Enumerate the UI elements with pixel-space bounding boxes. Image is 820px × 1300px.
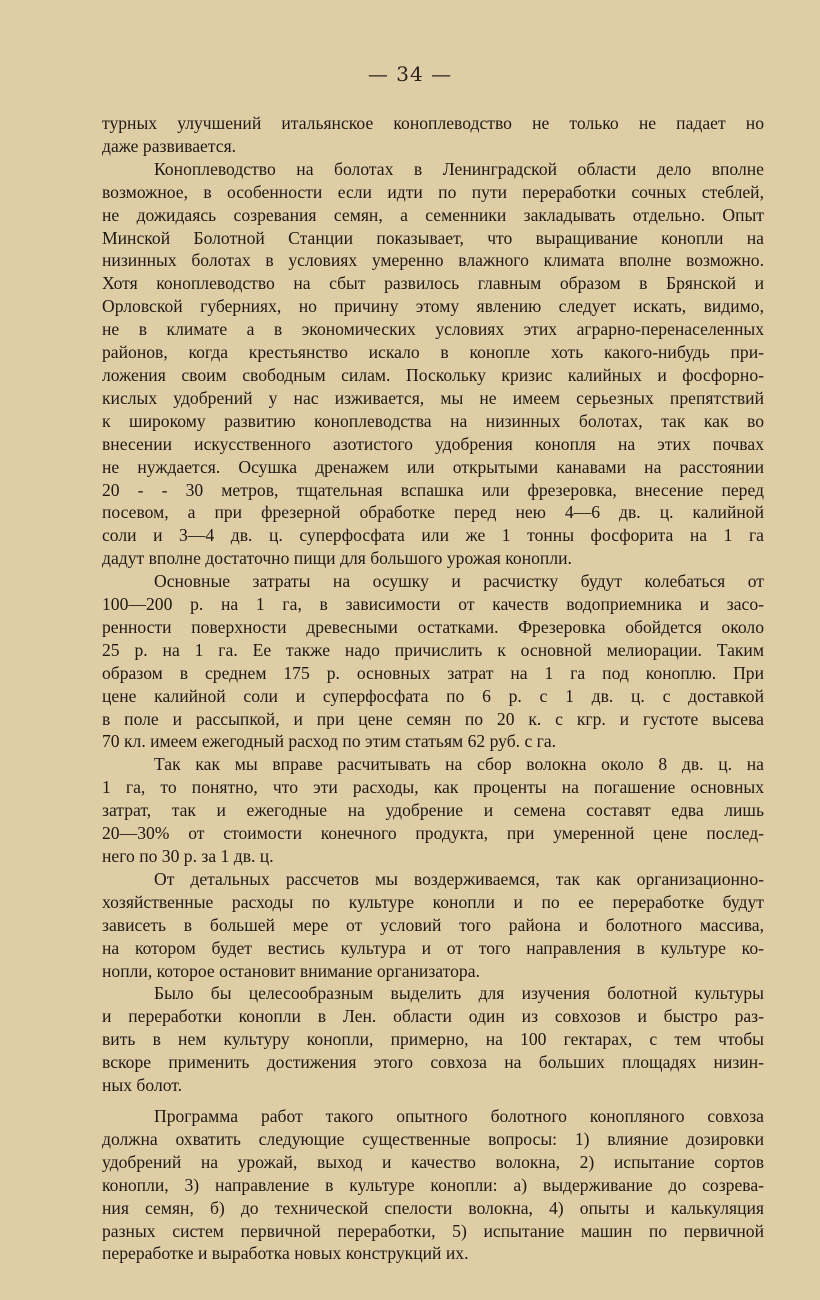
text-line: турных улучшений итальянское коноплеводство не только не падает но (102, 113, 764, 133)
text-line: затрат, так и ежегодные на удобрение и семена составят едва лишь (102, 800, 764, 821)
text-line: кислых удобрений у нас изживается, мы не имеем серьезных препятствий (102, 387, 764, 408)
text-line: на котором будет вестись культура и от того направления в культуре ко- (102, 937, 764, 958)
text-line: хозяйственные расходы по культуре конопли и по ее переработке будут (102, 891, 764, 912)
text-line: Основные затраты на осушку и расчистку будут колебаться от (154, 571, 764, 592)
text-line: дадут вполне достаточно пищи для большого урожая конопли. (102, 548, 572, 569)
paragraph (102, 868, 764, 983)
text-line: возможное, в особенности если идти по пути переработки сочных стеблей, (102, 181, 764, 202)
paragraph (102, 158, 764, 570)
paragraph (102, 570, 764, 753)
text-line: ложения своим свободным силам. Поскольку кризис калийных и фосфорно- (102, 364, 764, 385)
text-line: 100—200 р. на 1 га, в зависимости от качеств водоприемника и засо- (102, 594, 764, 615)
text-line: 70 кл. имеем ежегодный расход по этим статьям 62 руб. с га. (102, 731, 557, 752)
text-line: Коноплеводство на болотах в Ленинградской области дело вполне (154, 158, 764, 179)
text-line: соли и 3—4 дв. ц. суперфосфата или же 1 тонны фосфорита на 1 га (102, 525, 764, 546)
page-number: — 34 — (367, 62, 453, 86)
text-line: внесении искусственного азотистого удобрения конопля на этих почвах (102, 433, 764, 454)
text-line: вить в нем культуру конопли, примерно, на 100 гектарах, с тем чтобы (102, 1029, 764, 1050)
text-line: 25 р. на 1 га. Ее также надо причислить к основной мелиорации. Таким (102, 639, 764, 660)
body-text (102, 112, 764, 1265)
text-line: цене калийной соли и суперфосфата по 6 р. с 1 дв. ц. с доставкой (102, 685, 764, 706)
text-line: не в климате а в экономических условиях этих аграрно-перенаселенных (102, 319, 764, 340)
text-line: разных систем первичной переработки, 5) испытание машин по первичной (102, 1220, 764, 1241)
text-line: вскоре применить достижения этого совхоза на больших площадях низин- (102, 1052, 764, 1073)
text-line: конопли, 3) направление в культуре конопли: а) выдерживание до созрева- (102, 1174, 764, 1195)
text-line: него по 30 р. за 1 дв. ц. (102, 846, 274, 866)
paragraph (102, 982, 764, 1097)
text-line: Так как мы вправе расчитывать на сбор волокна около 8 дв. ц. на (154, 754, 764, 775)
text-line: зависеть в большей мере от условий того района и болотного массива, (102, 914, 764, 935)
text-line: посевом, а при фрезерной обработке перед нею 4—6 дв. ц. калийной (102, 502, 764, 523)
text-line: и переработки конопли в Лен. области один из совхозов и быстро раз- (102, 1006, 764, 1027)
text-line: ных болот. (102, 1075, 183, 1096)
text-line: Хотя коноплеводство на сбыт развилось главным образом в Брянской и (102, 273, 764, 294)
text-line: 20 - - 30 метров, тщательная вспашка или фрезеровка, внесение перед (102, 479, 764, 500)
text-line: Минской Болотной Станции показывает, что выращивание конопли на (102, 227, 764, 248)
text-line: не дожидаясь созревания семян, а семенники закладывать отдельно. Опыт (102, 204, 764, 225)
text-line: нопли, которое остановит внимание организатора. (102, 960, 480, 981)
text-line: районов, когда крестьянство искало в конопле хоть какого-нибудь при- (102, 342, 764, 363)
text-line: в поле и рассыпкой, и при цене семян по 20 к. с кгр. и густоте высева (102, 708, 764, 729)
text-line: От детальных рассчетов мы воздерживаемся, так как организационно- (154, 868, 764, 889)
text-line: образом в среднем 175 р. основных затрат на 1 га под коноплю. При (102, 662, 764, 683)
text-line: 1 га, то понятно, что эти расходы, как проценты на погашение основных (102, 777, 764, 798)
text-line: Было бы целесообразным выделить для изучения болотной культуры (154, 983, 764, 1004)
paragraph (102, 112, 764, 158)
text-line: даже развивается. (102, 135, 237, 156)
paragraph (102, 753, 764, 868)
text-line: должна охватить следующие существенные вопросы: 1) влияние дозировки (102, 1128, 764, 1149)
text-line: удобрений на урожай, выход и качество волокна, 2) испытание сортов (102, 1151, 764, 1172)
paragraph (102, 1105, 764, 1265)
text-line: ренности поверхности древесными остатками. Фрезеровка обойдется около (102, 616, 764, 637)
text-line: к широкому развитию коноплеводства на низинных болотах, так как во (102, 410, 764, 431)
paragraph-gap (102, 1097, 764, 1105)
text-line: Орловской губерниях, но причину этому явлению следует искать, видимо, (102, 296, 764, 317)
text-line: низинных болотах в условиях умеренно влажного климата вполне возможно. (102, 250, 764, 271)
text-line: переработке и выработка новых конструкций их. (102, 1243, 469, 1264)
text-line: ния семян, б) до технической спелости волокна, 4) опыты и калькуляция (102, 1197, 764, 1218)
text-line: не нуждается. Осушка дренажем или открытыми канавами на расстоянии (102, 456, 764, 477)
text-line: Программа работ такого опытного болотного конопляного совхоза (154, 1105, 764, 1126)
text-line: 20—30% от стоимости конечного продукта, при умеренной цене послед- (102, 823, 764, 844)
